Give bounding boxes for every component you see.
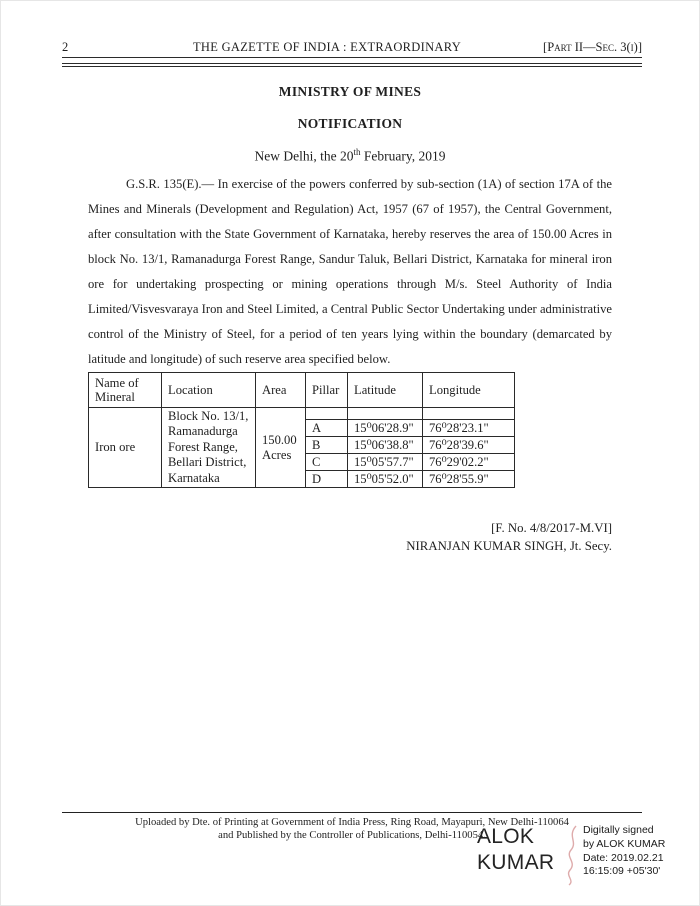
signoff-block <box>406 520 612 555</box>
signature-detail-line: by ALOK KUMAR <box>583 837 666 850</box>
mineral-cell: Iron ore <box>89 408 162 488</box>
header-rule-top <box>62 57 642 58</box>
latitude-cell-empty <box>348 408 423 420</box>
dateline-ordinal: th <box>353 147 361 157</box>
footer-rule <box>62 812 642 813</box>
col-header-location: Location <box>162 373 256 408</box>
table-header-row <box>89 373 515 408</box>
pillar-cell: A <box>306 420 348 437</box>
reserve-area-table <box>88 372 515 488</box>
signature-detail-line: Date: 2019.02.21 <box>583 851 664 864</box>
latitude-cell: 15⁰06'38.8" <box>348 437 423 454</box>
longitude-cell-empty <box>423 408 515 420</box>
notification-title: NOTIFICATION <box>297 116 403 131</box>
dateline <box>0 147 700 165</box>
latitude-cell: 15⁰05'52.0" <box>348 471 423 488</box>
header-rule-middle <box>62 63 642 64</box>
signature-details <box>583 824 665 879</box>
col-header-area: Area <box>256 373 306 408</box>
signature-flourish-icon <box>563 824 581 886</box>
signer-name: ALOK KUMAR <box>477 825 555 874</box>
col-header-name-of-mineral: Name of Mineral <box>89 373 162 408</box>
col-header-latitude: Latitude <box>348 373 423 408</box>
area-cell: 150.00 Acres <box>256 408 306 488</box>
col-header-longitude: Longitude <box>423 373 515 408</box>
ministry-title: MINISTRY OF MINES <box>278 84 422 99</box>
signing-officer: NIRANJAN KUMAR SINGH, Jt. Secy. <box>406 538 612 553</box>
header-rule-bottom <box>62 66 642 67</box>
dateline-suffix: February, 2019 <box>360 148 446 164</box>
footer-line-1: Uploaded by Dte. of Printing at Government of India Press, Ring Road, Mayapuri, New Delhi-110064 <box>135 817 569 828</box>
longitude-cell: 76⁰28'23.1" <box>423 420 515 437</box>
footer-line-2: and Published by the Controller of Publications, Delhi-110054. <box>218 830 486 841</box>
longitude-cell: 76⁰28'39.6" <box>423 437 515 454</box>
signature-detail-line: 16:15:09 +05'30' <box>583 865 661 878</box>
header-part-section: [Part II—Sec. 3(i)] <box>543 40 642 54</box>
longitude-cell: 76⁰28'55.9" <box>423 471 515 488</box>
pillar-cell: D <box>306 471 348 488</box>
latitude-cell: 15⁰06'28.9" <box>348 420 423 437</box>
table-row <box>89 408 515 420</box>
location-cell: Block No. 13/1, Ramanadurga Forest Range, Bellari District, Karnataka <box>162 408 256 488</box>
page-number: 2 <box>62 40 69 54</box>
latitude-cell: 15⁰05'57.7" <box>348 454 423 471</box>
title-block <box>0 84 700 165</box>
header-title: THE GAZETTE OF INDIA : EXTRAORDINARY <box>192 40 462 54</box>
col-header-pillar: Pillar <box>306 373 348 408</box>
notification-paragraph: G.S.R. 135(E).— In exercise of the powers conferred by sub-section (1A) of section 17A of the Mines and Minerals (Development and Regulation) Act, 1957 (67 of 1957), the Central Government, after consultation with the State Government of Karnataka, hereby reserves the area of 150.00 Acres in block No. 13/1, Ramanadurga Forest Range, Sandur Taluk, Bellari District, Karnataka for mineral iron ore for undertaking prospecting or mining operations through M/s. Steel Authority of India Limited/Visvesvaraya Iron and Steel Limited, a Central Public Sector Undertaking under administrative control of the Ministry of Steel, for a period of ten years lying within the boundary (demarcated by latitude and longitude) of such reserve area specified below. <box>88 177 612 366</box>
pillar-cell: B <box>306 437 348 454</box>
digital-signature-stamp <box>477 824 665 886</box>
page-header <box>62 40 642 55</box>
pillar-cell-empty <box>306 408 348 420</box>
longitude-cell: 76⁰29'02.2" <box>423 454 515 471</box>
signature-detail-line: Digitally signed <box>583 824 654 836</box>
dateline-prefix: New Delhi, the 20 <box>254 148 354 164</box>
file-number: [F. No. 4/8/2017-M.VI] <box>491 521 612 535</box>
pillar-cell: C <box>306 454 348 471</box>
